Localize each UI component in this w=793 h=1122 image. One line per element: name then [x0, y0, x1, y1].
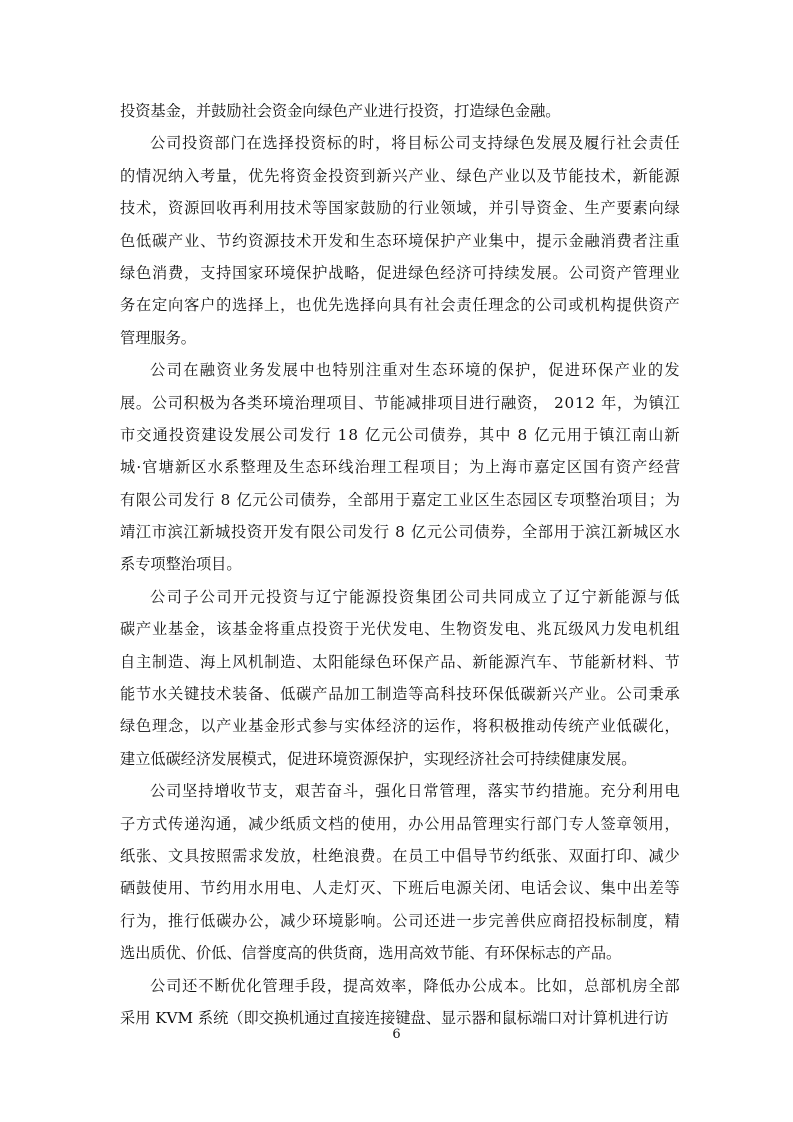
text-line: 的 情 况 纳 入 考 量 ， 优 先 将 资 金 投 资 到 新 兴 产 业 、 绿 色 产 业 以 及 节 能 技 术 ， 新 能 源 — [120, 166, 680, 185]
text-line: 投资基金，并鼓励社会资金向绿色产业进行投资，打造绿色金融。 — [120, 102, 561, 120]
page-number: 6 — [392, 1027, 401, 1042]
text-line: 务 在 定 向 客 户 的 选 择 上 ， 也 优 先 选 择 向 具 有 社 会 责 任 理 念 的 公 司 或 机 构 提 供 资 产 — [120, 296, 680, 315]
text-line: 能 节 水 关 键 技 术 装 备 、 低 碳 产 品 加 工 制 造 等 高 科 技 环 保 低 碳 新 兴 产 业 。 公 司 秉 承 — [120, 685, 680, 704]
text-line: 有 限 公 司 发 行 8 亿 元 公 司 债 券 ， 全 部 用 于 嘉 定 工 业 区 生 态 园 区 专 项 整 治 项 目 ； 为 — [120, 490, 680, 509]
text-line: 碳 产 业 基 金 ， 该 基 金 将 重 点 投 资 于 光 伏 发 电 、 生 物 资 发 电 、 兆 瓦 级 风 力 发 电 机 组 — [120, 620, 680, 639]
text-line: 采用 KVM 系统（即交换机通过直接连接键盘、显示器和鼠标端口对计算机进行访 — [120, 1008, 669, 1027]
text-line: 公 司 坚 持 增 收 节 支 ， 艰 苦 奋 斗 ， 强 化 日 常 管 理 ， 落 实 节 约 措 施 。 充 分 利 用 电 — [150, 782, 680, 801]
text-line: 技 术 ， 资 源 回 收 再 利 用 技 术 等 国 家 鼓 励 的 行 业 领 域 ， 并 引 导 资 金 、 生 产 要 素 向 绿 — [120, 199, 680, 218]
text-line: 绿 色 理 念 ， 以 产 业 基 金 形 式 参 与 实 体 经 济 的 运 作 ， 将 积 极 推 动 传 统 产 业 低 碳 化 ， — [120, 717, 680, 736]
text-line: 色 低 碳 产 业 、 节 约 资 源 技 术 开 发 和 生 态 环 境 保 护 产 业 集 中 ， 提 示 金 融 消 费 者 注 重 — [120, 231, 680, 250]
text-line: 公 司 子 公 司 开 元 投 资 与 辽 宁 能 源 投 资 集 团 公 司 共 同 成 立 了 辽 宁 新 能 源 与 低 — [150, 587, 680, 606]
text-line: 行 为 ， 推 行 低 碳 办 公 ， 减 少 环 境 影 响 。 公 司 还 进 一 步 完 善 供 应 商 招 投 标 制 度 ， 精 — [120, 911, 680, 930]
text-line: 公 司 还 不 断 优 化 管 理 手 段 ， 提 高 效 率 ， 降 低 办 公 成 本 。 比 如 ， 总 部 机 房 全 部 — [150, 976, 680, 995]
text-line: 市 交 通 投 资 建 设 发 展 公 司 发 行 1 8 亿 元 公 司 债 券 ， 其 中 8 亿 元 用 于 镇 江 南 山 新 — [120, 425, 680, 444]
text-line: 建立低碳经济发展模式，促进环境资源保护，实现经济社会可持续健康发展。 — [120, 749, 637, 768]
text-line: 硒 鼓 使 用 、 节 约 用 水 用 电 、 人 走 灯 灭 、 下 班 后 电 源 关 闭 、 电 话 会 议 、 集 中 出 差 等 — [120, 879, 680, 898]
text-line: 管理服务。 — [120, 328, 196, 347]
text-line: 自 主 制 造 、 海 上 风 机 制 造 、 太 阳 能 绿 色 环 保 产 品 、 新 能 源 汽 车 、 节 能 新 材 料 、 节 — [120, 652, 680, 671]
paragraph — [120, 354, 680, 581]
paragraph — [120, 581, 680, 775]
paragraph — [120, 95, 680, 127]
text-line: 选出质优、价低、信誉度高的供货商，选用高效节能、有环保标志的产品。 — [120, 944, 622, 963]
text-line: 公 司 在 融 资 业 务 发 展 中 也 特 别 注 重 对 生 态 环 境 的 保 护 ， 促 进 环 保 产 业 的 发 — [150, 361, 680, 380]
text-line: 子 方 式 传 递 沟 通 ， 减 少 纸 质 文 档 的 使 用 ， 办 公 用 品 管 理 实 行 部 门 专 人 签 章 领 用 ， — [120, 814, 680, 833]
text-line: 公 司 投 资 部 门 在 选 择 投 资 标 的 时 ， 将 目 标 公 司 支 持 绿 色 发 展 及 履 行 社 会 责 任 — [150, 134, 680, 153]
text-line: 展 。 公 司 积 极 为 各 类 环 境 治 理 项 目 、 节 能 减 排 项 目 进 行 融 资 ， 2 0 1 2 年 ， 为 镇 江 — [120, 393, 680, 412]
body-text — [120, 95, 680, 1034]
text-line: 城 · 官 塘 新 区 水 系 整 理 及 生 态 环 线 治 理 工 程 项 目 ； 为 上 海 市 嘉 定 区 国 有 资 产 经 营 — [120, 458, 680, 477]
text-line: 靖 江 市 滨 江 新 城 投 资 开 发 有 限 公 司 发 行 8 亿 元 公 司 债 券 ， 全 部 用 于 滨 江 新 城 区 水 — [120, 523, 680, 542]
paragraph — [120, 127, 680, 354]
paragraph — [120, 775, 680, 969]
paragraph — [120, 970, 680, 1035]
text-line: 绿 色 消 费 ， 支 持 国 家 环 境 保 护 战 略 ， 促 进 绿 色 经 济 可 持 续 发 展 。 公 司 资 产 管 理 业 — [120, 263, 680, 282]
text-line: 纸 张 、 文 具 按 照 需 求 发 放 ， 杜 绝 浪 费 。 在 员 工 中 倡 导 节 约 纸 张 、 双 面 打 印 、 减 少 — [120, 846, 680, 865]
text-line: 系专项整治项目。 — [120, 555, 242, 574]
